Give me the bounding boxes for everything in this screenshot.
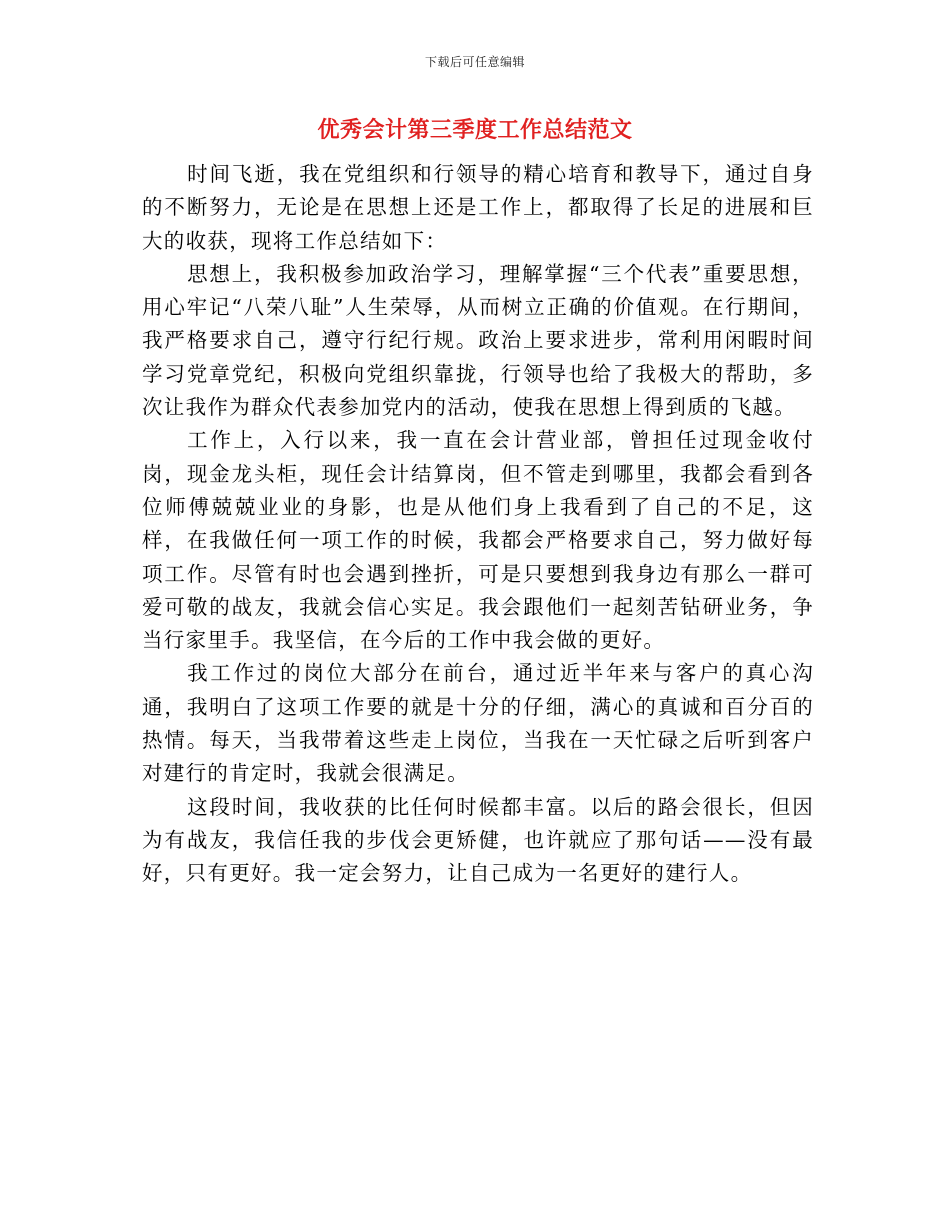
document-body (142, 158, 814, 891)
paragraph-conclusion: 这段时间，我收获的比任何时候都丰富。以后的路会很长，但因为有战友，我信任我的步伐会更矫健，也许就应了那句话——没有最好，只有更好。我一定会努力，让自己成为一名更好的建行人。 (142, 794, 814, 886)
header-note: 下载后可任意编辑 (424, 55, 525, 69)
paragraph-intro: 时间飞逝，我在党组织和行领导的精心培育和教导下，通过自身的不断努力，无论是在思想上还是工作上，都取得了长足的进展和巨大的收获，现将工作总结如下： (142, 162, 814, 253)
paragraph-front-desk: 我工作过的岗位大部分在前台，通过近半年来与客户的真心沟通，我明白了这项工作要的就是十分的仔细，满心的真诚和百分百的热情。每天，当我带着这些走上岗位，当我在一天忙碌之后听到客户对建行的肯定时，我就会很满足。 (142, 661, 814, 786)
document-title: 优秀会计第三季度工作总结范文 (317, 117, 633, 143)
paragraph-thought: 思想上，我积极参加政治学习，理解掌握“三个代表”重要思想，用心牢记“八荣八耻”人生荣辱，从而树立正确的价值观。在行期间，我严格要求自己，遵守行纪行规。政治上要求进步，常利用闲暇时间学习党章党纪，积极向党组织靠拢，行领导也给了我极大的帮助，多次让我作为群众代表参加党内的活动，使我在思想上得到质的飞越。 (142, 261, 814, 420)
paragraph-work: 工作上，入行以来，我一直在会计营业部，曾担任过现金收付岗，现金龙头柜，现任会计结算岗，但不管走到哪里，我都会看到各位师傅兢兢业业的身影，也是从他们身上我看到了自己的不足，这样，在我做任何一项工作的时候，我都会严格要求自己，努力做好每项工作。尽管有时也会遇到挫折，可是只要想到我身边有那么一群可爱可敬的战友，我就会信心实足。我会跟他们一起刻苦钻研业务，争当行家里手。我坚信，在今后的工作中我会做的更好。 (142, 428, 814, 653)
